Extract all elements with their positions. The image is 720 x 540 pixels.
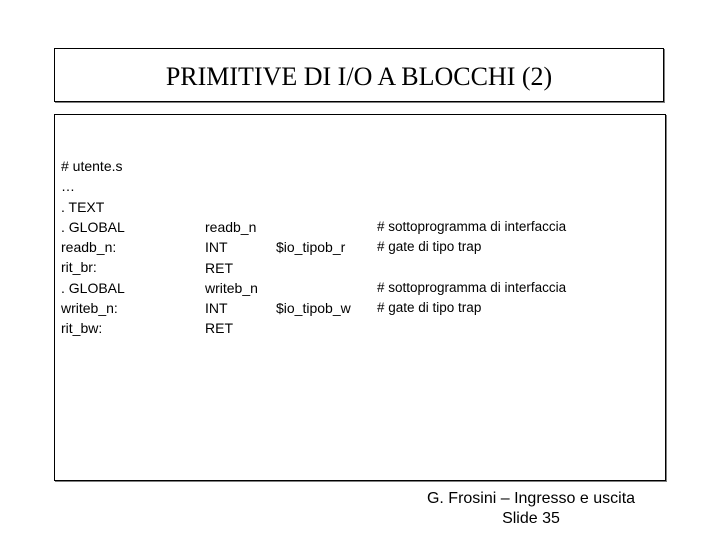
- code-comment: [377, 258, 566, 278]
- code-line: INT: [205, 300, 228, 317]
- code-line: readb_n:: [61, 239, 117, 256]
- slide-title: PRIMITIVE DI I/O A BLOCCHI (2): [165, 62, 553, 91]
- slide-footer: [380, 489, 682, 529]
- code-comment: # sottoprogramma di interfaccia: [377, 279, 567, 295]
- code-line: $io_tipob_r: [276, 239, 346, 255]
- code-line: RET: [205, 259, 233, 276]
- code-line: $io_tipob_w: [276, 299, 351, 316]
- code-line: writeb_n:: [61, 300, 118, 317]
- comments-column: [377, 217, 566, 318]
- labels-column: [61, 156, 125, 339]
- code-comment: # gate di tipo trap: [377, 239, 482, 255]
- code-comment: # sottoprogramma di interfaccia: [377, 219, 567, 234]
- code-line: INT: [205, 239, 228, 256]
- footer-author: G. Frosini – Ingresso e uscita: [426, 490, 636, 507]
- code-line: writeb_n: [205, 279, 258, 296]
- operands-column: [276, 237, 351, 318]
- code-line: rit_br:: [61, 259, 97, 276]
- slide-number: Slide 35: [502, 510, 560, 527]
- code-line: [276, 278, 351, 298]
- code-line: [276, 257, 351, 277]
- code-line: . GLOBAL: [61, 279, 125, 296]
- code-box: [54, 114, 666, 481]
- code-line: readb_n: [205, 219, 257, 235]
- code-line: . TEXT: [61, 198, 105, 215]
- code-line: RET: [205, 320, 233, 337]
- code-line: …: [61, 178, 75, 195]
- code-line: rit_bw:: [61, 320, 103, 337]
- instructions-column: [205, 217, 258, 339]
- code-line: # utente.s: [61, 158, 123, 174]
- code-comment: # gate di tipo trap: [377, 300, 482, 316]
- code-line: . GLOBAL: [61, 218, 125, 235]
- title-box: [54, 48, 664, 102]
